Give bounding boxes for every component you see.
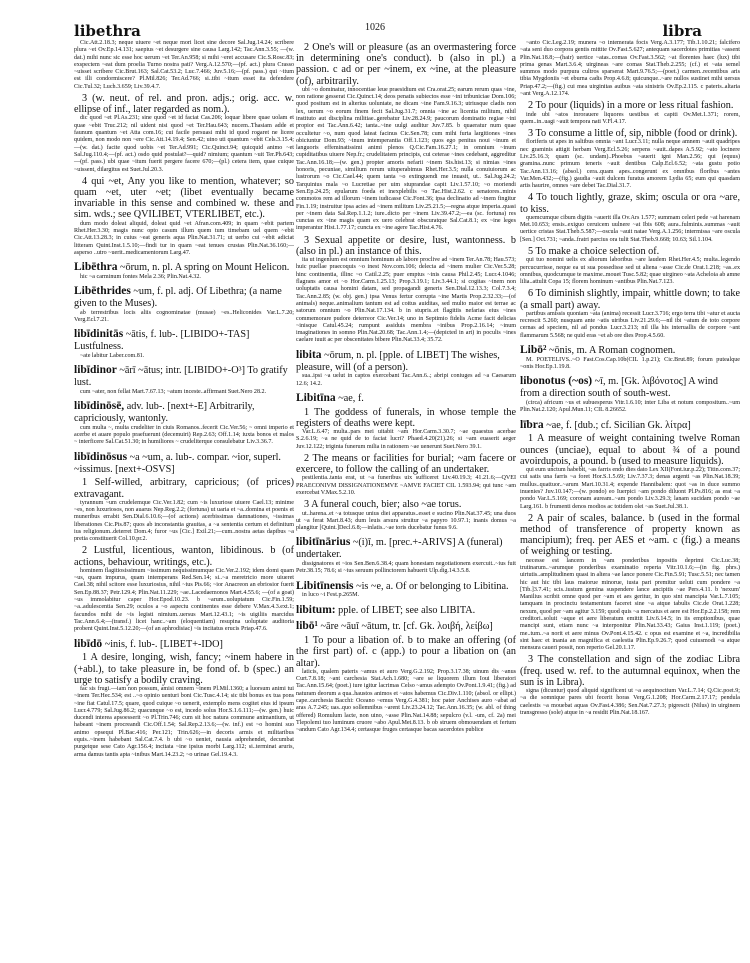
- citations: dissignatores et ~ios Sen.Ben.6.38.4; quam honestam negotiationem exercuit..~ius fuit Petr.38.15; 78.6; si ~ius seruum pollinctorem habuerit Ulp.dig.14.3.5.8.: [296, 560, 516, 575]
- dictionary-entry: [296, 605, 516, 617]
- citations: in luco ~i Fest.p.265M.: [302, 592, 360, 599]
- citations: hominem flagitiosissimum ~issimum nequissimumque Cic.Ver.2.192; idem domi quam ~us, quam impurus, quam intemperans Red.Sen.14; si..~a meretricio more uiueret Cael.38; nihil scitore esse luxuriosius, nihil ~ius Pis.66; ~ior Anacreon an ebriosior fuerit Sen.Ep.88.37; Petr.129.4; Plin.Nat.11.229; ~ae..Lacedaemonos Mart.4.55.6; —(of a goat) ~us immolabitur caper Hor.Epod.10.23. b ~arum..uoluptatum Cic.Fin.1.59; ~a..adulescentia Sen.29; oculos a ~o aspectu continentes esse debere V.Max.4.3.ext.1; facundos mihi de ~is legisti nimium..uersus Mart.12.43.1; ~is uigiliis marcidus Tac.Ann.6.4;—(transf.) licet hanc..~am (eloquentiam) resupina uoluptate auditoria probent Quint.Inst.5.12.20;—(of an aphrodisiac) ~is incitatus erucis Priap.47.6.: [74, 567, 294, 633]
- headword: libō¹: [296, 620, 318, 633]
- entry-heading: [74, 639, 294, 651]
- dictionary-entry: [296, 393, 516, 405]
- dictionary-entry: [520, 345, 740, 371]
- column-1: [74, 40, 294, 759]
- entry-definition: ~ārī ~ātus; intr. [LIBIDO+-O³] To gratify lust.: [74, 365, 288, 389]
- entry-definition: ~(i)ī, m. [prec.+-ARIVS] A (funeral) undertaker.: [296, 537, 503, 561]
- citations: ~anto Cic.Leg.2.19; munera ~o intemerata focis Verg.A.3.177; Tib.1.10.21; falcifero ~ata seni duo corpora gentis mittite Ov.Fast.5.627; antequam sacerdotes primitias ~assent Plin.Nat.18.8;—(hair) uertice ~atas..comas Ov.Fast.3.562; ~at florentes haec (lux) tibi prima genas Mart.3.6.4; uirgineas ~are comas Stat.Theb.2.255; (cf.) et ~ata semel summos modo purpura cultros sparserat Mart.9.76.5;—(poet.) carmen..recentibus aris tibia Mygdoniis ~et eburna cadis Prop.4.6.8; quicunque..~are nullos sustinet mihi uersus Priap.47.2;—(fig.) cui mea uirginitas auibus ~ata sinistris Ov.Ep.2.115. c pateris..altaria ~ant Verg.A.12.174.: [520, 40, 740, 98]
- entry-heading: [296, 621, 516, 633]
- headword: libitīnārius: [296, 536, 351, 549]
- citations: Var.L.6.47; multa..pars mei uitabit ~am Hor.Carm.3.30.7; ~ae quaestus acerbae S.2.6.19; ~a ne quid de to faciat lucri? Phaed.4.20(21).26; si ~am euaserit aeger Juv.12.122; triginta funerum milia in rationem ~ae uenerunt Suet.Nero 39.1.: [296, 429, 516, 450]
- dictionary-entry: [296, 581, 516, 600]
- headword: libīdinitās: [74, 328, 124, 341]
- citations: ut..harena..et ~a totusque unius diei apparatus..esset e sucino Plin.Nat.37.45; una duos ut ~a ferat Mart.8.43; dum leuis arsura struitur ~a papyro 10.97.1; inanis domus ~a plangitur [Quint.]Decl.6.8;—inlatis..~ae toris ducebatur funus 9.6.: [296, 510, 516, 532]
- citations: tyrannum ~um crudelemque Cic.Ver.1.82; cum ~is luxuriose uiuere Cael.13; minime ~es, non luxuriosos, non auarus Nep.Reg.2.2; (fortuna) ut uaria et ~a..domina et poenis et muneribus errabit Sen.Dial.6.10.6;—(of actions) acerbissimas damnationes, ~issimas liberationes Cic.Pis.87; quos ab inconstantia grauitas, a ~a sententia certum et definitum ius religionum..deterret Dom.4; furor ~us [Cic.] Exil.21;—cum..nostra aetas dapibus ~a pretia constituerit Col.10.pr.2.: [74, 499, 294, 543]
- citations: pestilentia..tanta erat, ut ~a funeribus uix sufficeret Liv.40.19.3; 41.21.6;—QVEI PRAECONIVM DISSIGNATIONEMVE ~AMVE FACIET CIL 1.593.94; qui tunc ~am exercebat V.Max.5.2.10.: [296, 475, 516, 496]
- entry-heading: [74, 262, 294, 274]
- dictionary-entry: [296, 537, 516, 575]
- dictionary-entry: [74, 329, 294, 360]
- entry-heading: [74, 401, 294, 425]
- right-guide-word: libra: [662, 22, 702, 40]
- entry-heading: [520, 376, 740, 400]
- entry-heading: [74, 329, 294, 353]
- citations: cum ~ater, non fellat Mart.7.67.13; ~atum inceste..affirmant Suet.Nero 28.2.: [80, 388, 267, 395]
- citations: inde ubi ~atos inrorauere liquores uestibus et capiti Ov.Met.1.371; rorem, quem..in..uagi ~auit tempora nati V.Fl.4.17.: [520, 111, 740, 125]
- sense-definition: 3 To consume a little of, sip, nibble (food or drink).: [528, 128, 738, 140]
- entry-definition: adv. lub-. [next+-E] Arbitrarily, capriciously, wantonly.: [74, 401, 255, 425]
- citations: cum multa ~, multa crudeliter in ciuis Romanos..fecerit Cic.Ver.56; ~ omni imperio et acerbe et auare populo praefuerunt (decemuiri) Rep.2.63; Off.1.14; iuxta bonos et malos ~ interficere Sal.Cat.51.30; in humiliores ~ crudeliterque consulebatur Liv.3.36.7.: [74, 424, 294, 446]
- citations: qui tuo nomini uelis ex aliorum laboribus ~are laudem Rhet.Her.4.5; multa..legendo percucurrisse, neque ea ut sua possedisse sed ut aliena ~asse Cic.de Orat.1.218; ~as..ex omnibus, quodcumque te maxime..mouet Tusc.5.82; quae uirgineo ~ata Acheloia ab amne lilia..attulit Copa 15; florem hominum ~antibus Plin.Nat.7.123.: [520, 257, 740, 286]
- citations: necesse est lancem in ~am ponderibus inpositis deprimi Cic.Luc.38; trutinarum..~arumque ponderibus examinatio reperta Vitr.10.1.6;—(in fig. phrs.) uirtutis..amplitudinem quasi in altera ~ae lance ponere Cic.Fin.5.91; Tusc.5.51; nec tamen hic aut hic tibi laus maiorue minorue, iusta pari premitur ueluti cum pondere ~a [Tib.]3.7.41; scis..iustum gemina suspendere lance ancipitis ~ae Pers.4.11. b 'nexum' Manilius scribit omne quod per ~am et aes geritur, in quo sint mancipia Var.L.7.105; tamquam in procinctu testamentum faceret sine ~a atque tabulis Cic.de Orat.1.228; nexum, quod per ~am agitur 3.159; quod quis ~a mercatus et aere est Hor.Ep.2.2.158; rem creditori..soluit ~aque et aere liberatum emittit Liv.6.14.5; in iis emptionibus, quae mancipi sunt, etiam nunc ~a interponitur Plin.Nat.33.43; Gaius Inst.1.119; (poet.) me..tum..~a norit et aere minus Ov.Pont.4.15.42. c opus est examine et ~a, incredibilia sint haec et inania an magnifica et caelestia Plin.Ep.9.26.7; quod cuiusmodi ~a atque mensura caueri possit, non reperio Gel.20.1.17.: [520, 557, 740, 652]
- entry-heading: [520, 345, 740, 357]
- citations: sua..ipsi ~a uelut in captos exercebant Tac.Ann.6..; abripi coniuges ad ~a Caesarum 12.6; 14.2.: [296, 373, 516, 387]
- entry-definition: ~ae, f.: [335, 392, 364, 404]
- headword: Libēthra: [74, 261, 118, 274]
- entry-heading: [296, 605, 516, 617]
- headword: libīdō: [74, 637, 103, 650]
- entry-definition: ~is ~e, a. Of or belonging to Libitina.: [353, 580, 509, 592]
- headword: libīdinōsus: [74, 450, 128, 463]
- headword: libīdinōsē,: [74, 400, 125, 413]
- sense-definition: 1 To pour a libation of. b to make an offering (of the first part) of. c (app.) to pour a libation on (an altar).: [296, 635, 516, 669]
- entry-definition: ~ī, m. [Gk. λιβόνοτος] A wind from a direction south of south-west.: [520, 376, 718, 400]
- sense-definition: 4 qui ~et, Any you like to mention, whatever; so quam ~et, uter ~et; (libet eventually became invariable in this sense and combined w. these and sim. wds.; see QVILIBET, VTERLIBET, etc.).: [74, 175, 294, 221]
- entry-definition: ~ae, f. [dub.; cf. Sicilian Gk. λίτρα]: [543, 419, 691, 431]
- citations: M. POETELIVS..~O Fast.Cos.Cap.10b(CIL 1.p.21); Cic.Brut.89; forum putealque ~onis Hor.Ep.1.19.8.: [520, 356, 740, 371]
- entry-heading: [74, 452, 294, 476]
- citations: floriferis ut apes in saltibus omnia ~ant Lucr.3.11; nulla neque amnem ~auit quadripes nec graminis attigit herbam Verg.Ecl.5.26; serpens ~auit..dapes A.5.92; ~ato locinere Liv.25.16.3; quam (sc. undam)..Phoebus ~auerit igni Man.2.56; qui (equus) gramina..nunc primum teneris ~auit dentibus Calp.Ecl.6.52; ~ata gustu potio Tac.Ann.13.16; (absol.) cera..quam apes..congerunt ex omnibus floribus ~antes Var.Men.432;—(fig.) gaudia ~auit dulcem furatus amorem Lydia 65; eum qui quasdam artis haurire, omnes ~are debet Tac.Dial.31.7.: [520, 139, 740, 190]
- entry-heading: [296, 581, 516, 593]
- headword: Libēthrides: [74, 285, 131, 298]
- entry-heading: [296, 350, 516, 374]
- sense-definition: 2 Lustful, licentious, wanton, libidinous. b (of actions, behaviour, writings, etc.).: [74, 545, 294, 568]
- citations: ~ate labitur Laber.com.81.: [80, 353, 145, 360]
- entry-heading: [296, 393, 516, 405]
- sense-definition: 2 To pour (liquids) in a more or less ritual fashion.: [528, 100, 734, 112]
- sense-definition: 6 To diminish slightly, impair, whittle down; to take (a small part) away.: [520, 288, 740, 311]
- sense-definition: 3 Sexual appetite or desire, lust, wantonness. b (also in pl.) an instance of this.: [296, 234, 516, 257]
- dictionary-entry: [74, 639, 294, 651]
- entry-heading: [296, 537, 516, 561]
- sense-definition: 1 A desire, longing, wish, fancy; ~inem habere in (+abl.), to take pleasure in, be fond of. b (spec.) an urge to satisfy a bodily craving.: [74, 652, 294, 686]
- sense-definition: 3 A funeral couch, bier; also ~ae torus.: [304, 499, 462, 511]
- sense-definition: 2 One's will or pleasure (as an overmastering force in determining one's conduct). b (also in pl.) a passion. c ad or per ~inem, ex ~ine, at the pleasure (of), arbitrarily.: [296, 42, 516, 87]
- dictionary-entry: [296, 350, 516, 388]
- dictionary-entry: [74, 262, 294, 281]
- citations: dum modo doleat aliquid, doleat quid ~et Afran.com.409; in quam ~ebit partem Rhet.Her.3.30; magis nunc opto casum illum quem tum timebam uel quem ~ebit Cic.Att.13.28.3; in cuius ~eat generis aqua Plin.Nat.31.71; ut uerbo cui ~ebit adiciat litteram Quint.Inst.1.5.10;—findi tur in quam ~eat tenues crustas Plin.Nat.36.160;—asperso ..utro ~uerit..medicamentorum Larg.47.: [74, 220, 294, 256]
- citations: ita ut ingenium est omnium hominum ab labore proclive ad ~inem Ter.An.78; Hau.573; huic puellae praecoquis ~o inest Nov.com.106; delecta ad ~inem mulier Cic.Ver.5.28; hinc continentia, illinc ~o Catil.2.25; puer emptus ~inis causa Phil.2.45; Lucr.4.1046; flagrans amor et ~o Hor.Carm.1.25.13; Prop.3.19.1; Liv.3.44.1; si cogitas ~inem non uoluptatis causa homini datam, sed propagandi generis Sen.Dial.12.13.3; Col.7.3.4; Tac.Ann.2.85; (w. obj. gen.) ipsa Venus fertur corrupta ~ine Martis Prop.2.32.33;—(of animals) neque..animalium tantum est ad coitus auiditas, sed multo maior est terrae ac satorum omnium ~o Plin.Nat.17.134. b in stupris..et flagitiis nefarias eius ~ines commemorare pudore deterreor Cic.Ver.14; uno in Septimio fidelis Acme facit delicias ~inisque Catul.45.24; rumpunt assiduis membra ~inibus Prop.2.16.14; ~inum imaginationes in somno Plin.Nat.20.68; Tac.Ann.1.4;—(depicted in art) in poculis ~ines caelare iuuit ac per obscenitates bibere Plin.Nat.33.4; 35.72.: [296, 257, 516, 344]
- sense-definition: 1 A measure of weight containing twelve Roman ounces (unciae), equal to about ¾ of a pound avoirdupois, a pound. b (used to measure liquids).: [520, 433, 740, 467]
- headword: Libitīna: [296, 391, 336, 404]
- left-guide-word: libethra: [74, 22, 141, 40]
- sense-definition: 3 (w. neut. of rel. and pron. adjs.; orig. acc. w. ellipse of inf., later regarded as nom.).: [74, 93, 294, 116]
- citations: Cic.Att.2.18.3; neque uiuere ~et neque mori licet sine decore Sal.Jug.14.24; scribere plura ~et Ov.Ep.14.131; saepius ~et desurgere sine causa Larg.142; Tac.Ann.3.55; —(w. dat.) mihi nunc sic esse hoc uerum ~et Ter.An.958; si mihi ~eret accusare Cic.S.Rosc.83; exspectem ~eat dum proelia Turno nostra pati? Verg.A.12.570;—(pf. act.) plura Crasso ~uisset scribere Cic.Brut.163; Sal.Cat.53.2; Luc.7.466; Juv.5.16;—(pf. pass.) qui ~itum est illi condormiscere? Pl.Mil.826; Ter.Ad.766; si..tibi ~itum esset ita defendere Cic.Tul.32; Luch.3.659; Liv.39.4.7.: [74, 40, 294, 90]
- headword: libonotus (~os): [520, 375, 593, 388]
- headword: lībra: [520, 418, 544, 431]
- page-number: 1026: [365, 22, 385, 33]
- entry-heading: [520, 420, 740, 432]
- sense-definition: 4 To touch lightly, graze, skim; oscula or ora ~are, to kiss.: [520, 192, 740, 215]
- headword: libitum:: [296, 603, 336, 616]
- sense-definition: 1 The goddess of funerals, in whose temple the registers of deaths were kept.: [296, 406, 516, 429]
- dictionary-entry: [296, 621, 516, 633]
- entry-definition: ~a ~um, a. lub-. compar. ~ior, superl. ~issimus. [next+-OSVS]: [74, 451, 281, 475]
- entry-definition: ~ōrum, n. pl. A spring on Mount Helicon.: [117, 262, 290, 274]
- headword: Libō²: [520, 344, 547, 357]
- entry-definition: ~ōnis, m. A Roman cognomen.: [546, 345, 676, 357]
- entry-heading: [74, 365, 294, 389]
- citations: laticis, qualem pateris ~amus et auro Verg.G.2.192; Prop.3.17.38; uinum dis ~anus Curt.7.8.18; ~ant carchesia Stat.Ach.1.680; ~are se liquorem illum Ioui liberatori Tac.Ann.15.64; (poet.) iure igitur lacrimas Celso ~amus adempto Ov.Pont.1.9.41; (fig.) ad naturam deorum a qua..haustos animos et ~atos habemus Cic.Div.1.110; (absol. or ellipt.) cape..carchesia Bacchi: Oceano ~emus Verg.G.4.381; hoc pater Anchises auro ~abat ad aras A.7.245; uas..quo sollemnibus ~arent Liv.23.24.12; Tac.Ann.16.35; (w. abl. of thing offered) Romulum lacte, non uino, ~asse Plin.Nat.14.88; sepulcro (v.l. -um, cf. 2a) mei Tlepolemi tuo luminum cruore ~abo Apul.Met.8.13. b ob struem obmouendam et fertum ~andum Cato Agr.134.4; certasque fruges certasque bacas sacerdotes publice: [296, 668, 516, 734]
- sense-definition: 2 The means or facilities for burial; ~am facere or exercere, to follow the calling of an undertaker.: [296, 453, 516, 476]
- citations: hic ~a carminum fontes Mela 2.36; Plin.Nat.4.32.: [80, 273, 201, 280]
- entry-heading: [74, 286, 294, 310]
- headword: libita: [296, 348, 322, 361]
- citations: ab terrestribus locis aliis cognominatae (musae) ~es..Heliconides Var.L.7.20; Verg.Ecl.7.21.: [74, 309, 294, 324]
- dictionary-entry: [74, 365, 294, 396]
- entry-definition: ~um, f. pl. adj. Of Libethra; (a name given to the Muses).: [74, 286, 282, 310]
- sense-definition: 1 Self-willed, arbitrary, capricious; (of prices) extravagant.: [74, 477, 294, 500]
- entry-definition: ~ātis, f. lub-. [LIBIDO+-TAS] Lustfulness.: [74, 329, 250, 353]
- sense-definition: 3 The constellation and sign of the zodiac Libra (freq. used w. ref. to the autumnal equinox, when the sun is in Libra).: [520, 654, 740, 688]
- citations: qui eum unctum habebit, ~as farris endo dies dato Lex XII(Font.iur.p.22); Titin.com.37; cui satis una farris ~a foret Hor.S.1.5.69; Liv.7.37.3; denas argenti ~as Plin.Nat.18.39; mullus..quattuor..~arum Mart.10.31.4; expende Hannibalem: quot ~as in duce summo inuenies? Juv.10.147;—(w. pondo) eo Iuerpici ~am pondo diluont Pl.Ps.816; as erat ~a pondo Var.L.5.169; coronam auream..~am pondo Liv.3.29.3; lanam sucidam pondo ~ae Larg.161. b frumenti denos modios ac totidem olei ~as Suet.Jul.38.1.: [520, 467, 741, 510]
- entry-definition: ~āre ~āuī ~ātum, tr. [cf. Gk. λοιβή, λείβω]: [317, 621, 493, 633]
- dictionary-entry: [74, 286, 294, 324]
- sense-definition: 5 To make a choice selection of.: [528, 246, 660, 258]
- citations: (circa) africum ~us et subuesperus Vitr.1.6.10; inter Liba et notum compositum..~um Plin.Nat.2.120; Apul.Mun.11; CIL 8.26652.: [520, 400, 740, 414]
- citations: quemcumque cibum digitis ~auerit illa Ov.Ars 1.577; summam celeri pede ~at harenam Met.10.653; ensis..exiguo ceruicem uulnere ~at Ibis 608; aura..fulminis..summas ~auit uertice cristas Stat.Theb.5.587;—oscula ~auit natae Verg.A.1.256; intermissa ~are oscula [Sen.] Oct.731; ~anda..fratri parcius ora tulit Stat.Theb.9.668; 10.63; Sil.1.104.: [520, 214, 740, 243]
- sense-definition: 2 A pair of scales, balance. b (used in the formal method of transference of property known as mancipium); freq. per AES et ~am. c (fig.) a means of weighing or testing.: [520, 512, 740, 558]
- citations: dic quod ~et Pl.As.231; sine quod ~et id faciat Cas.206; loquar libere quae uolam et quae ~ebit Truc.212; nil uident nisi quod ~et Ter.Hau.643; nucem..Thasiam adde et faunum quantum ~et Atta com.16; cui facile persuasi mihi id quod rogaret ne licere quidem, non modo non ~ere Cic.Att.14.19.4; Sen.42; uino uti quantum ~ebit Cels.3.15.4;—(w. dat.) facite quod uobis ~et Ter.Ad.991; Cic.Quinct.94; quicquid animo ~et Sal.Jug.110.4;—(pf. act.) osdo quid postulat?—quid? nimium; quantum ~uit Ter.Ph.643;—(pf. pass.) ubi quae ~itum fuerit pergere facere 670;—(pl.) cetera item, quae cuique ~uissent, dilargitus est Suet.Jul.20.3.: [74, 115, 294, 173]
- column-2: [296, 40, 516, 735]
- entry-definition: ~ōrum, n. pl. [pple. of LIBET] The wishes, pleasure, will (of a person).: [296, 349, 500, 373]
- citations: partibus amissis quoniam ~ata (anima) recessit Lucr.3.716; ergo terra tibi ~atur et aucta recrescit 5.260; nusquam ante ~atis uiribus Liv.21.29.6;—nil ibi ~atum de toto corpore cernas ad speciem, nil ad pondus Lucr.3.213; nil illa his interuallis de corpore ~ant flammarum 5.568; ne quid eras ~et ab ore dies Prop.4.5.60.: [520, 310, 740, 339]
- dictionary-entry: [74, 401, 294, 446]
- citations: fac sis frugi.—iam non possum, amisi omnem ~inem Pl.Mil.1360; a luorsum animi tui ~inem Ter.Hec.534; est ..~o opinio uenturi boni Cic.Tusc.4.14; sic tibi bonus ex tua pons ~ine fiat Catul.17.5; quare, quod cuique ~o uenerit, extemplo mens cogitet eius id ipsum Lucr.4.779; Sal.Jug.86.2; quacunque ~o est, incedo solus Hor.S.1.6.111;—(w. gen.) huic ducendi interea apsoesserit ~o Pl.Trin.746; cum sit hoc natura commune animantium, ut habeant ~inem procreandi Cic.Off.1.54; Sal.Rep.2.13.6;—(w. inf.) est ~o homini suo animo opsequi Pl.Bac.416; Per.121; Trin.626;—in decoris armis et militaribus equis..~inem habebant Sal.Cat.7.4. b ubi ~o ueniet, nausia adprehendet, decumbat purgetque sese Cato Agr.156.4; incitata ~ine ipsius morbi Larg.112; si..terminat aruris, arma damus tantis apta ~inibus Mart.14.23.2; ~o urinae Gel.19.4.3.: [74, 685, 294, 758]
- citations: ubi ~o dominatur, innocentiae leue praesidium est Cra.orat.25; earum rerum quas ~ine, non ratione gesserat Cic.Quinct.14; deos penatis subiectos esse ~ini tribuniciae Dom.106; quod positum est in alterius uoluntate, ne dicam ~ine Fam.9.16.3; utriusque cladis non lex, uerum ~o eorum finem fecit Sal.Jug.31.7; omnia ~ine ac licentia militum, nihil instituto aut disciplina militiae..gerebatur Liv.28.24.9; paucorum dominatio regiae ~ini propior est Tac.Ann.6.42; tanta..~ine uulgi auditur Juv.7.85. b quaeratur num quae occultetur ~o, num quod lateat facinus Cic.Sen.78; cum mihi furta largitiones ~ines obiciuntur Dom.93; ~inum intemperantia Off.1.123; quos ego penitus noui ~inum et languoris effeminatissimi animi plenos Q.Cic.Fam.16.27.1; in omnium ~inum cupiditatibus uiuere Nep.fr.; crudelitatem principis, cui ceterae ~ines cedebant, aggreditur Tac.Ann.16.18;—(w. gen.) propter amoris nefarii ~inem Sis.hist.13; si nimias ~ines honoris, pecuniae, similium rerum uituperabimus Rhet.Her.3.5; nulla conuiuiorum ac lustrorum ~o Cic.Cael.44; quem tanta ~o extinguendi me inuasit, ut.. Sal.Jug.24.2; Tarquinius mala ~o Lucretiae per uim stuprandae capit Liv.1.57.10; ~o moriendi Sen.Ep.24.25; epularum foeda et inexplebilis ~o Tac.Hist.2.62. c senatores..minis commotos rem ad illorum ~inem iudicasse Cic.Font.36; ipsa declinatio ad ~inem fingitur Fin.1.19; instruitur ipsa acies ad ~inem militum Liv.25.21.5;—regna atque imperia..quasi per ~inem data Sal.Rep.1.1.2; iure..dicto per ~inem Liv.39.47.2;—ea (sc. fortuna) res cunctas ex ~ine magis quam ex uero celebrat obscuratque Sal.Cat.8.1; ex ~ine leges imperantur Hist.1.77.17; cuncta ex ~ine agere Tac.Hist.4.76.: [296, 86, 516, 232]
- entry-definition: pple. of LIBET; see also LIBITA.: [335, 604, 476, 616]
- citations: signa (dicuntur) quod aliquid significent ut ~a aequinoctium Var.L.7.14; Q.Cic.poet.9; ~a die somnique pares ubi fecerit horas Verg.G.1.208; Hor.Carm.2.17.17; pendula caelestis ~a mouebat aquas Ov.Fast.4.386; Sen.Nat.7.27.3; pigrescit (Nilus) in uirginem transgresso (sole) atque in ~a residit Plin.Nat.18.167.: [520, 688, 740, 716]
- column-3: [520, 40, 740, 717]
- headword: libīdinor: [74, 364, 117, 377]
- headword: Libitīnensis: [296, 579, 354, 592]
- dictionary-entry: [520, 420, 740, 432]
- entry-definition: ~inis, f. lub-. [LIBET+-IDO]: [102, 638, 223, 650]
- dictionary-entry: [74, 452, 294, 476]
- dictionary-entry: [520, 376, 740, 414]
